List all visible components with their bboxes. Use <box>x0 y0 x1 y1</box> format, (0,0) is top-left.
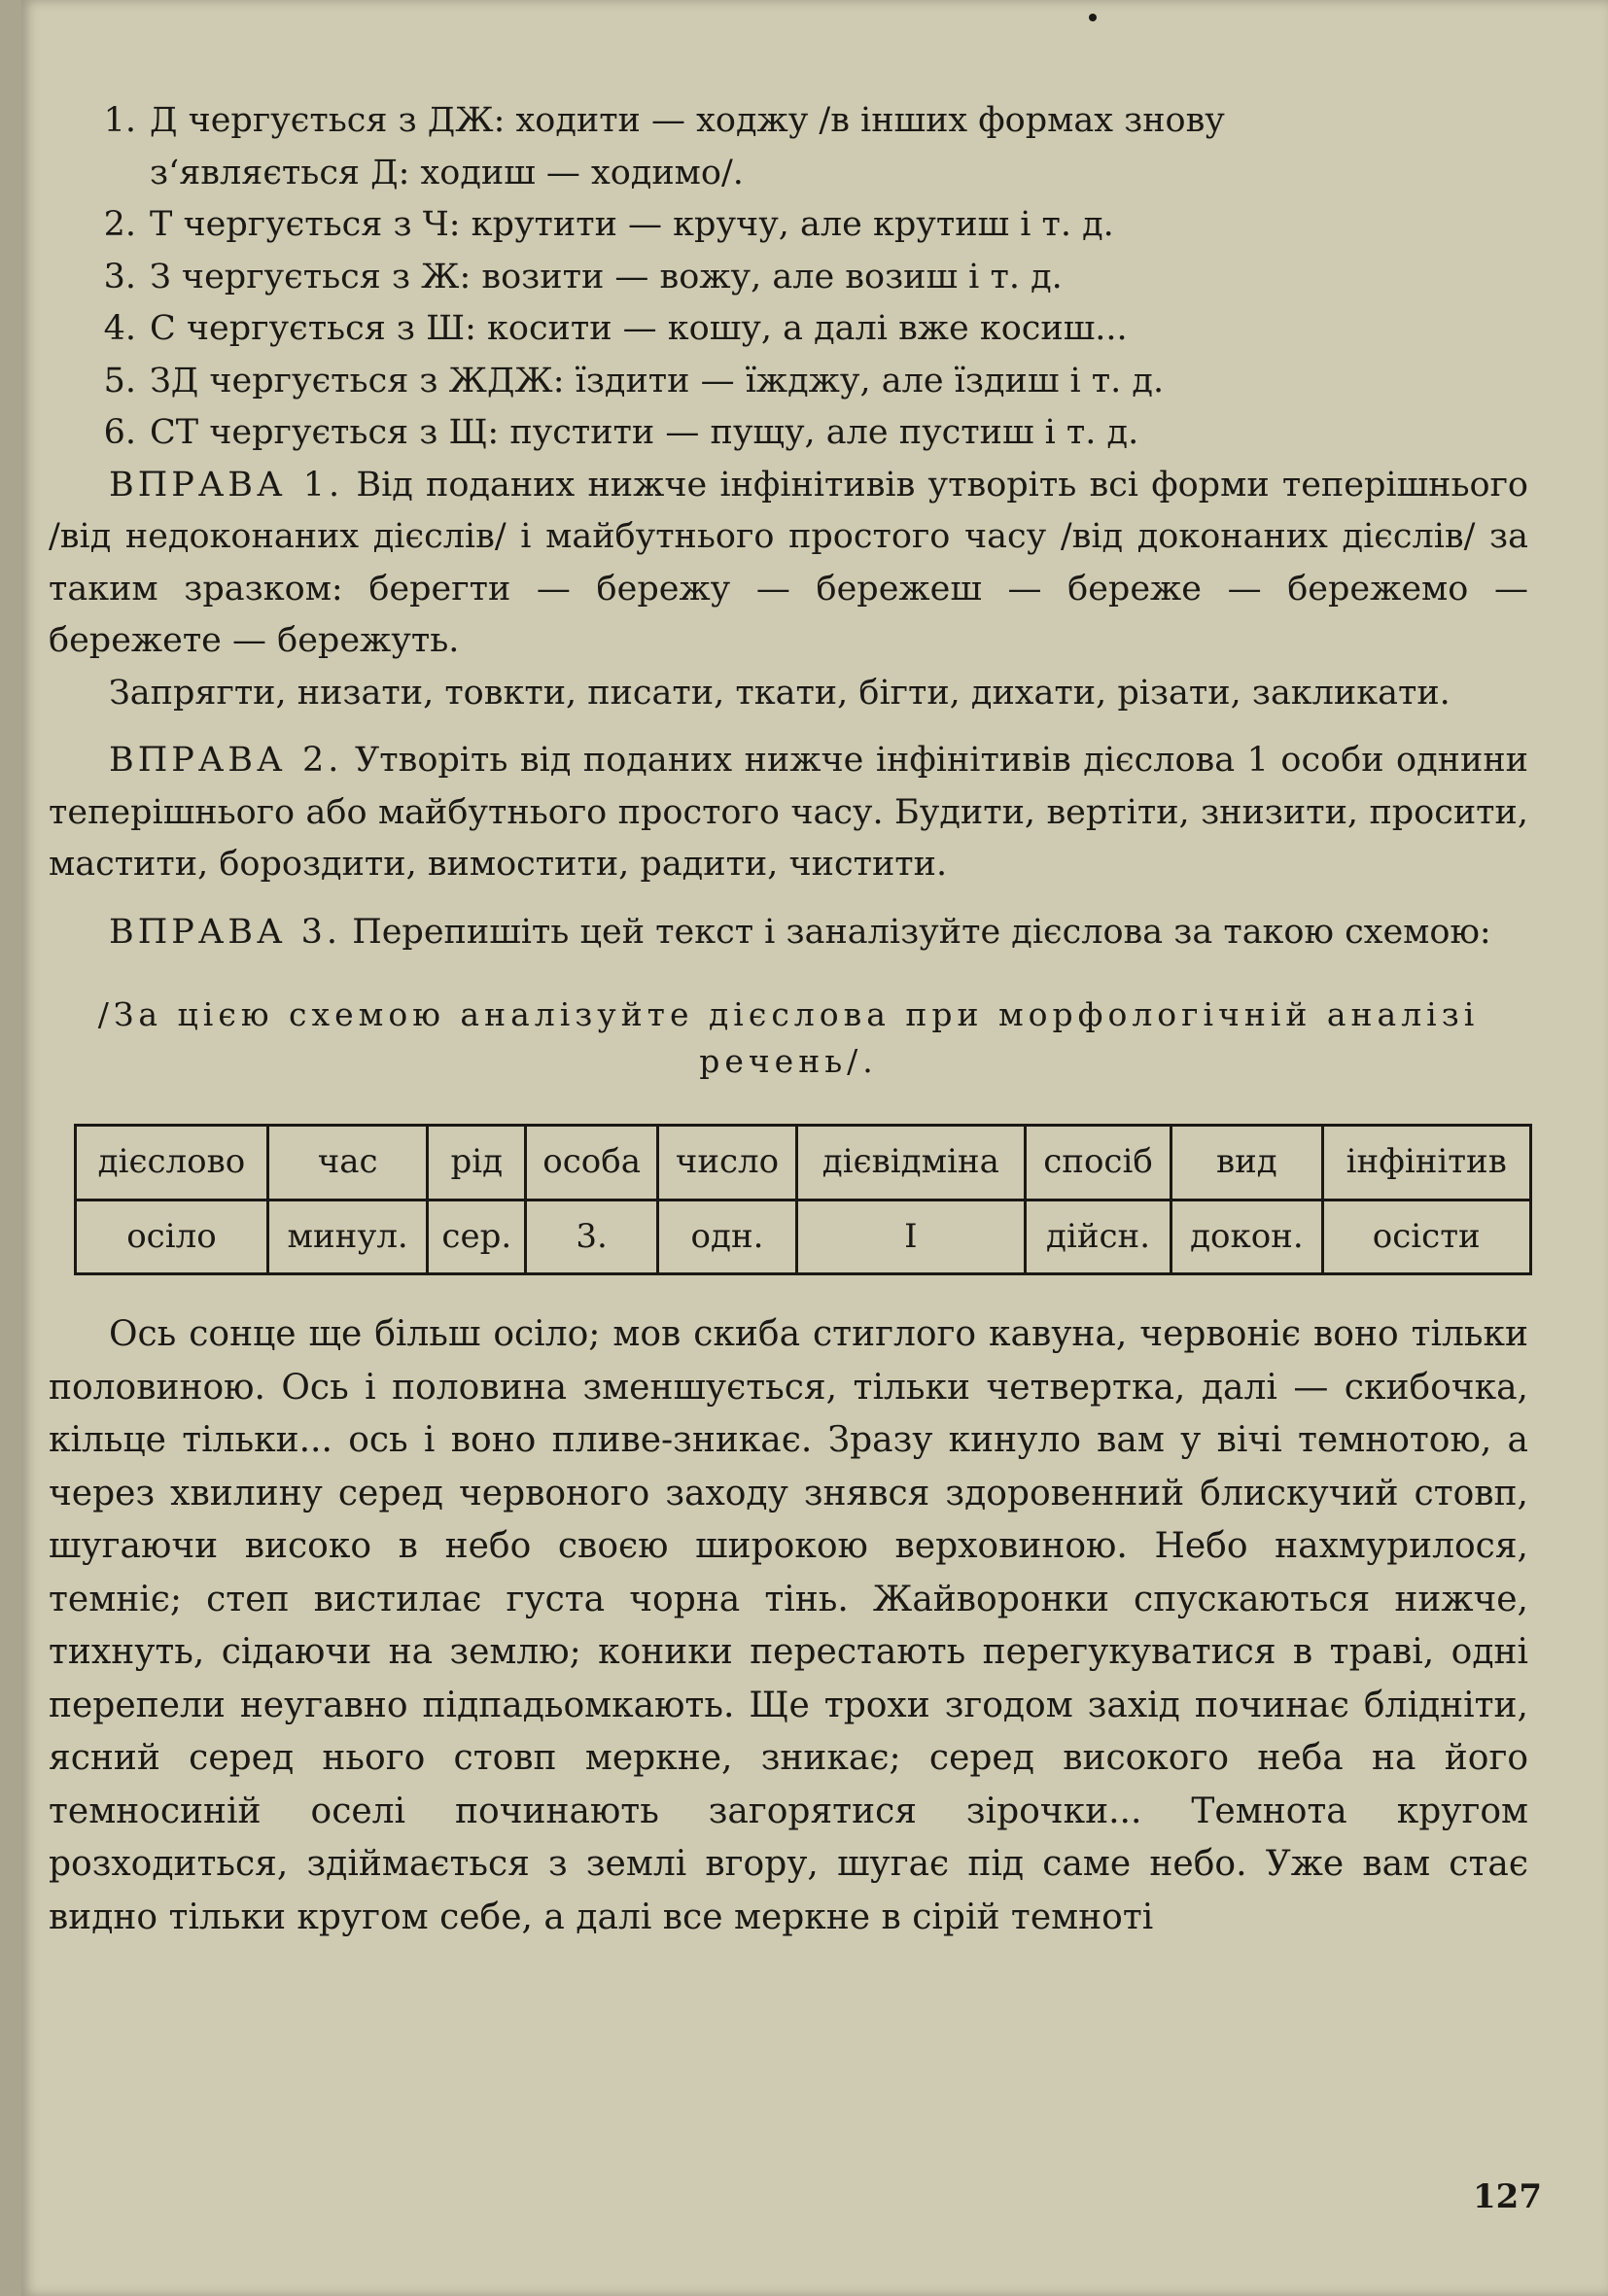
table-row <box>76 1200 1531 1274</box>
rule-text: ЗД чергується з ЖДЖ: їздити — їжджу, але їздиш і т. д. <box>150 361 1165 400</box>
rule-text: Т чергується з Ч: крутити — кручу, але крутиш і т. д. <box>150 205 1114 244</box>
exercise-3-text: Перепишіть цей текст і заналізуйте дієслова за такою схемою: <box>352 912 1491 952</box>
exercise-1-label: ВПРАВА 1. <box>109 465 344 504</box>
table-header-cell: дієслово <box>76 1126 268 1200</box>
exercise-2-label: ВПРАВА 2. <box>109 741 343 780</box>
rule-4 <box>49 303 1528 356</box>
print-speck <box>1089 14 1097 21</box>
table-header-cell: рід <box>428 1126 526 1200</box>
table-cell: 3. <box>526 1200 658 1274</box>
rule-number: 5. <box>103 361 136 400</box>
exercise-1-words: Запрягти, низати, товкти, писати, ткати, бігти, дихати, різати, закликати. <box>109 673 1451 713</box>
table-cell: докон. <box>1171 1200 1322 1274</box>
rule-number: 4. <box>103 309 136 348</box>
table-header-cell: вид <box>1171 1126 1322 1200</box>
table-cell: сер. <box>428 1200 526 1274</box>
table-header-cell: час <box>267 1126 428 1200</box>
exercise-1-text: Від поданих нижче інфінітивів утворіть всі форми теперішнього /від недоконаних дієслів/ і майбутнього простого часу /від доконаних дієслів/ за таким зразком: берегти — бережу — бережеш — береже — бережемо — бережете — бережуть. <box>49 465 1528 660</box>
rule-number: 1. <box>103 101 136 140</box>
rule-text: С чергується з Ш: косити — кошу, а далі вже косиш... <box>150 309 1128 348</box>
rule-6 <box>49 407 1528 460</box>
rule-text: СТ чергується з Щ: пустити — пущу, але пустиш і т. д. <box>150 413 1139 452</box>
page-text <box>49 95 1528 1944</box>
table-cell: I <box>796 1200 1025 1274</box>
exercise-3-label: ВПРАВА 3. <box>109 912 342 952</box>
table-cell: дійсн. <box>1025 1200 1171 1274</box>
exercise-1 <box>49 460 1528 668</box>
table-header-cell: особа <box>526 1126 658 1200</box>
table-header-cell: спосіб <box>1025 1126 1171 1200</box>
table-header-cell: число <box>658 1126 797 1200</box>
table-cell: минул. <box>267 1200 428 1274</box>
rule-number: 3. <box>103 257 136 296</box>
rule-number: 6. <box>103 413 136 452</box>
rule-5 <box>49 356 1528 408</box>
rule-2 <box>49 199 1528 252</box>
scheme-note: /За цією схемою аналізуйте дієслова при морфологічній аналізі речень/. <box>97 995 1480 1080</box>
rule-3 <box>49 252 1528 304</box>
table-header-row <box>76 1126 1531 1200</box>
table-cell: осіло <box>76 1200 268 1274</box>
table-header-cell: інфінітив <box>1322 1126 1530 1200</box>
rule-text: З чергується з Ж: возити — вожу, але возиш і т. д. <box>150 257 1063 296</box>
exercise-3 <box>49 907 1528 959</box>
table-header-cell: дієвідміна <box>796 1126 1025 1200</box>
analysis-scheme-table <box>74 1124 1532 1275</box>
exercise-2-text: Утворіть від поданих нижче інфінітивів дієслова 1 особи однини теперішнього або майбутнього простого часу. Будити, вертіти, знизити, просити, мастити, бороздити, вимостити, радити, чистити. <box>49 741 1528 884</box>
rule-1 <box>49 95 1528 148</box>
table-cell: осісти <box>1322 1200 1530 1274</box>
rule-number: 2. <box>103 205 136 244</box>
rule-text: Д чергується з ДЖ: ходити — ходжу /в інших формах знову <box>150 101 1225 140</box>
rule-1-continuation: з‘являється Д: ходиш — ходимо/. <box>150 153 744 192</box>
reading-passage: Ось сонце ще більш осіло; мов скиба стиглого кавуна, червоніє воно тільки половиною. Ось і половина зменшується, тільки четвертка, далі — скибочка, кільце тільки... ось і воно пливе-зникає. Зразу кинуло вам у вічі темнотою, а через хвилину серед червоного заходу знявся здоровенний блискучий стовп, шугаючи високо в небо своєю широкою верховиною. Небо нахмурилося, темніє; степ вистилає густа чорна тінь. Жайворонки спускаються нижче, тихнуть, сідаючи на землю; коники перестають перегукуватися в траві, одні перепели неугавно підпадьомкають. Ще трохи згодом захід починає блідніти, ясний серед нього стовп меркне, зникає; серед високого неба на його темносиній оселі починають загорятися зірочки... Темнота кругом розходиться, здіймається з землі вгору, шугає під саме небо. Уже вам стає видно тільки кругом себе, а далі все меркне в сірій темноті <box>49 1314 1528 1937</box>
book-page <box>21 0 1608 2296</box>
table-cell: одн. <box>658 1200 797 1274</box>
exercise-2 <box>49 735 1528 891</box>
page-number: 127 <box>1473 2177 1542 2216</box>
